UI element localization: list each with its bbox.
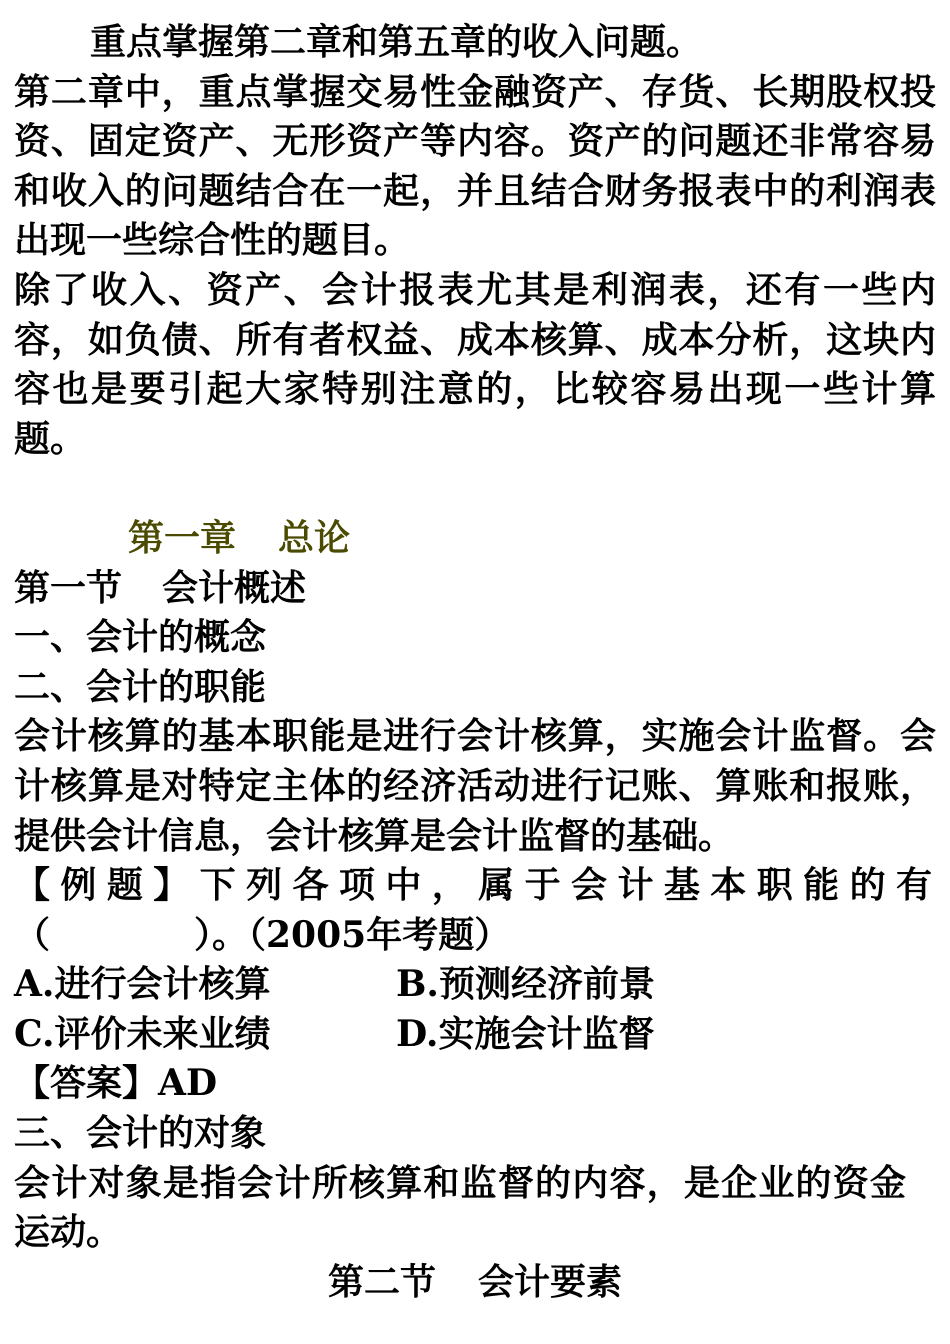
chapter-number: 第一章 <box>128 516 237 559</box>
section2-number: 第二节 <box>327 1260 436 1303</box>
chapter-heading <box>14 514 936 564</box>
section2-heading <box>14 1258 936 1308</box>
example-question-blank: （ ）。（2005年考题） <box>14 913 511 956</box>
spacer <box>14 464 936 514</box>
subheading-concept: 一、会计的概念 <box>14 616 267 659</box>
subheading-functions: 二、会计的职能 <box>14 665 267 708</box>
intro-chapter2-paragraph: 第二章中，重点掌握交易性金融资产、存货、长期股权投资、固定资产、无形资产等内容。资产的问题还非常容易和收入的问题结合在一起，并且结合财务报表中的利润表出现一些综合性的题目。 <box>14 70 936 262</box>
option-d: D.实施会计监督 <box>396 1012 655 1055</box>
section1-title: 会计概述 <box>162 566 307 609</box>
options-row-2 <box>14 1010 936 1060</box>
example-answer: 【答案】AD <box>14 1062 218 1105</box>
section1-heading <box>14 564 936 614</box>
option-c: C.评价未来业绩 <box>14 1012 271 1055</box>
option-a: A.进行会计核算 <box>14 963 271 1006</box>
section2-title: 会计要素 <box>478 1260 623 1303</box>
option-b: B.预测经济前景 <box>396 963 655 1006</box>
example-question: 【例题】下列各项中，属于会计基本职能的有 <box>14 864 936 907</box>
section1-number: 第一节 <box>14 566 123 609</box>
object-paragraph: 会计对象是指会计所核算和监督的内容，是企业的资金运动。 <box>14 1161 906 1254</box>
intro-focus-paragraph: 重点掌握第二章和第五章的收入问题。 <box>90 21 703 63</box>
document-body <box>14 18 936 1307</box>
subheading-object: 三、会计的对象 <box>14 1112 267 1155</box>
chapter-title: 总论 <box>278 516 351 559</box>
functions-paragraph: 会计核算的基本职能是进行会计核算，实施会计监督。会计核算是对特定主体的经济活动进行记账、算账和报账，提供会计信息，会计核算是会计监督的基础。 <box>14 715 936 857</box>
intro-others-paragraph: 除了收入、资产、会计报表尤其是利润表，还有一些内容，如负债、所有者权益、成本核算、成本分析，这块内容也是要引起大家特别注意的，比较容易出现一些计算题。 <box>14 268 936 460</box>
options-row-1 <box>14 960 936 1010</box>
